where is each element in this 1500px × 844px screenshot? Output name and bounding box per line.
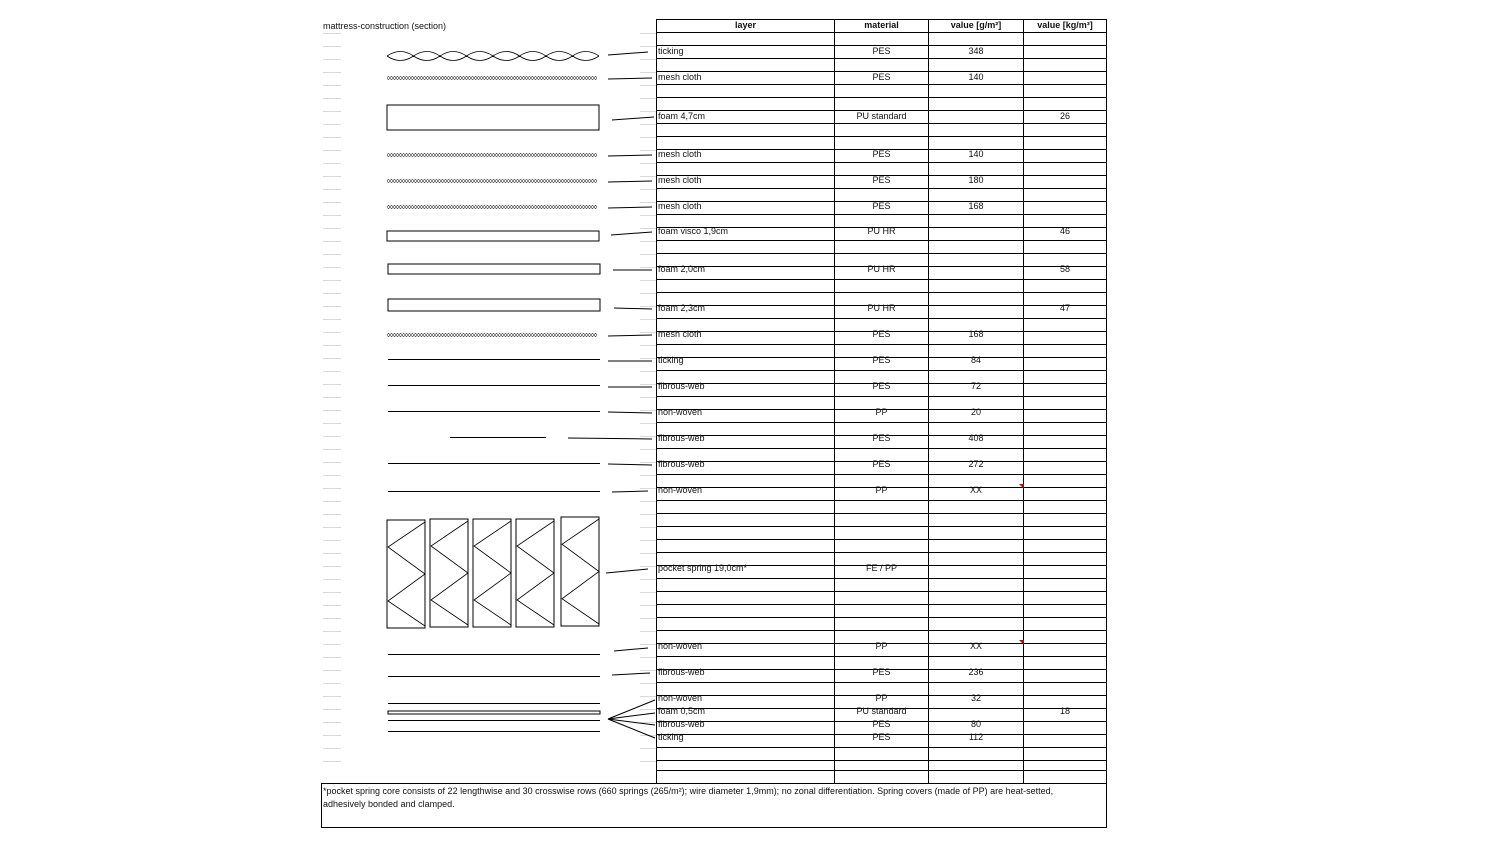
leader-line xyxy=(612,673,650,675)
value-kgm3-cell xyxy=(1024,380,1106,393)
leader-line xyxy=(612,491,648,492)
pocket-spring-symbol xyxy=(561,517,599,626)
layer-cell: mesh cloth xyxy=(658,329,702,339)
material-cell: PES xyxy=(872,72,891,82)
value-kgm3-cell xyxy=(1024,731,1106,744)
material-cell: PES xyxy=(872,175,891,185)
layer-cell: foam 0,5cm xyxy=(658,706,706,716)
leader-line xyxy=(608,464,652,465)
leader-line xyxy=(608,207,652,208)
value-kgm3-cell: 47 xyxy=(1059,303,1070,313)
value-gm2-cell: 112 xyxy=(968,732,984,742)
sheet-title: mattress-construction (section) xyxy=(323,21,447,31)
material-cell: PU HR xyxy=(867,264,896,274)
value-kgm3-cell xyxy=(1024,148,1106,161)
layer-cell: mesh cloth xyxy=(658,201,702,211)
value-kgm3-cell: 58 xyxy=(1059,264,1070,274)
value-gm2-cell xyxy=(929,263,1023,276)
leader-line xyxy=(606,569,648,573)
value-kgm3-cell xyxy=(1024,354,1106,367)
value-kgm3-cell xyxy=(1024,174,1106,187)
layer-cell: foam 2,3cm xyxy=(658,303,706,313)
value-kgm3-cell xyxy=(1024,562,1106,575)
pocket-spring-symbol xyxy=(516,519,554,627)
pocket-spring-symbol xyxy=(430,519,468,627)
value-gm2-cell: 408 xyxy=(968,433,984,443)
leader-line xyxy=(608,52,648,55)
header-layer: layer xyxy=(734,20,757,30)
header-value-gm2: value [g/m²] xyxy=(950,20,1002,30)
spring-zigzag xyxy=(388,522,425,626)
layer-cell: non-woven xyxy=(658,485,703,495)
value-kgm3-cell xyxy=(1024,71,1106,84)
layer-cell: mesh cloth xyxy=(658,175,702,185)
layer-cell: ticking xyxy=(658,732,684,742)
layer-cell: fibrous-web xyxy=(658,381,705,391)
layer-cell: ticking xyxy=(658,355,684,365)
pocket-spring-symbol xyxy=(473,519,511,627)
layer-cell: non-woven xyxy=(658,693,703,703)
material-cell: PP xyxy=(875,641,888,651)
spring-zigzag xyxy=(474,521,511,625)
value-gm2-cell: 72 xyxy=(970,381,981,391)
value-kgm3-cell xyxy=(1024,406,1106,419)
value-gm2-cell: 140 xyxy=(968,72,984,82)
leader-line xyxy=(611,232,652,235)
value-kgm3-cell xyxy=(1024,328,1106,341)
material-cell: PES xyxy=(872,381,891,391)
value-gm2-cell: 140 xyxy=(968,149,984,159)
leader-line xyxy=(614,648,648,651)
mesh-cloth-symbol xyxy=(387,205,597,209)
layer-cell: fibrous-web xyxy=(658,667,705,677)
pocket-spring-symbol xyxy=(387,520,425,628)
spring-zigzag xyxy=(517,521,554,625)
value-kgm3-cell xyxy=(1024,484,1106,497)
value-gm2-cell: 168 xyxy=(968,201,984,211)
material-cell: PES xyxy=(872,732,891,742)
value-gm2-cell: 168 xyxy=(968,329,984,339)
leader-line xyxy=(568,438,652,439)
layer-cell: mesh cloth xyxy=(658,72,702,82)
material-cell: PES xyxy=(872,719,891,729)
thin-foam-symbol xyxy=(388,711,600,714)
material-cell: PP xyxy=(875,693,888,703)
material-cell: PES xyxy=(872,329,891,339)
value-gm2-cell: 180 xyxy=(968,175,984,185)
leader-line xyxy=(614,308,652,309)
mesh-cloth-symbol xyxy=(387,179,597,183)
value-gm2-cell: 80 xyxy=(970,719,981,729)
value-kgm3-cell xyxy=(1024,458,1106,471)
material-cell: PP xyxy=(875,407,888,417)
value-gm2-cell: 32 xyxy=(970,693,981,703)
value-gm2-cell: XX xyxy=(969,641,982,651)
leader-line xyxy=(608,78,652,79)
value-kgm3-cell xyxy=(1024,45,1106,58)
material-cell: PES xyxy=(872,201,891,211)
value-gm2-cell: 272 xyxy=(968,459,984,469)
value-gm2-cell: 20 xyxy=(970,407,981,417)
layer-cell: fibrous-web xyxy=(658,719,705,729)
layer-cell: foam 4,7cm xyxy=(658,111,706,121)
material-cell: PU HR xyxy=(867,226,896,236)
value-kgm3-cell: 18 xyxy=(1059,706,1070,716)
material-cell: PES xyxy=(872,46,891,56)
value-gm2-cell: 84 xyxy=(970,355,981,365)
leader-line xyxy=(608,335,652,336)
material-cell: PES xyxy=(872,459,891,469)
layer-cell: fibrous-web xyxy=(658,459,705,469)
value-gm2-cell xyxy=(929,302,1023,315)
value-gm2-cell xyxy=(929,562,1023,575)
value-kgm3-cell xyxy=(1024,718,1106,731)
value-kgm3-cell: 46 xyxy=(1059,226,1070,236)
layer-cell: pocket spring 19,0cm* xyxy=(658,563,748,573)
spring-zigzag xyxy=(562,519,599,624)
spring-zigzag xyxy=(431,521,468,625)
foam-block-symbol xyxy=(388,299,600,311)
material-cell: PU standard xyxy=(856,706,907,716)
layer-cell: foam 2,0cm xyxy=(658,264,706,274)
material-cell: PP xyxy=(875,485,888,495)
header-value-kgm3: value [kg/m³] xyxy=(1037,20,1093,30)
footnote: *pocket spring core consists of 22 lengthwise and 30 crosswise rows (660 springs (265/m²); wire diameter 1,9mm); no zonal differentiation. Spring covers (made of PP) are heat-setted, adhesively bonded and clamped. xyxy=(323,786,1054,809)
layer-cell: ticking xyxy=(658,46,684,56)
foam-block-symbol xyxy=(388,264,600,274)
leader-line xyxy=(612,117,654,120)
material-cell: PES xyxy=(872,149,891,159)
material-cell: PU HR xyxy=(867,303,896,313)
material-cell: PU standard xyxy=(856,111,907,121)
material-cell: PES xyxy=(872,667,891,677)
value-kgm3-cell xyxy=(1024,692,1106,705)
value-gm2-cell xyxy=(929,225,1023,238)
ticking-wave-symbol xyxy=(387,52,599,61)
leader-line xyxy=(608,412,652,413)
value-kgm3-cell xyxy=(1024,640,1106,653)
material-cell: FE / PP xyxy=(865,563,897,573)
mesh-cloth-symbol xyxy=(387,333,597,337)
material-cell: PES xyxy=(872,355,891,365)
value-gm2-cell: 348 xyxy=(968,46,984,56)
layer-cell: fibrous-web xyxy=(658,433,705,443)
value-gm2-cell: 236 xyxy=(968,667,984,677)
foam-block-symbol xyxy=(387,231,599,241)
header-material: material xyxy=(864,20,899,30)
mesh-cloth-symbol xyxy=(387,153,597,157)
value-gm2-cell xyxy=(929,110,1023,123)
value-gm2-cell: XX xyxy=(969,485,982,495)
mesh-cloth-symbol xyxy=(387,76,597,80)
layer-cell: non-woven xyxy=(658,641,703,651)
layer-cell: non-woven xyxy=(658,407,703,417)
leader-line xyxy=(608,181,652,182)
foam-block-symbol xyxy=(387,105,599,130)
layer-cell: foam visco 1,9cm xyxy=(658,226,729,236)
layer-cell: mesh cloth xyxy=(658,149,702,159)
value-kgm3-cell: 26 xyxy=(1059,111,1070,121)
value-kgm3-cell xyxy=(1024,200,1106,213)
leader-line xyxy=(608,155,652,156)
value-kgm3-cell xyxy=(1024,666,1106,679)
material-cell: PES xyxy=(872,433,891,443)
value-kgm3-cell xyxy=(1024,432,1106,445)
value-gm2-cell xyxy=(929,705,1023,718)
